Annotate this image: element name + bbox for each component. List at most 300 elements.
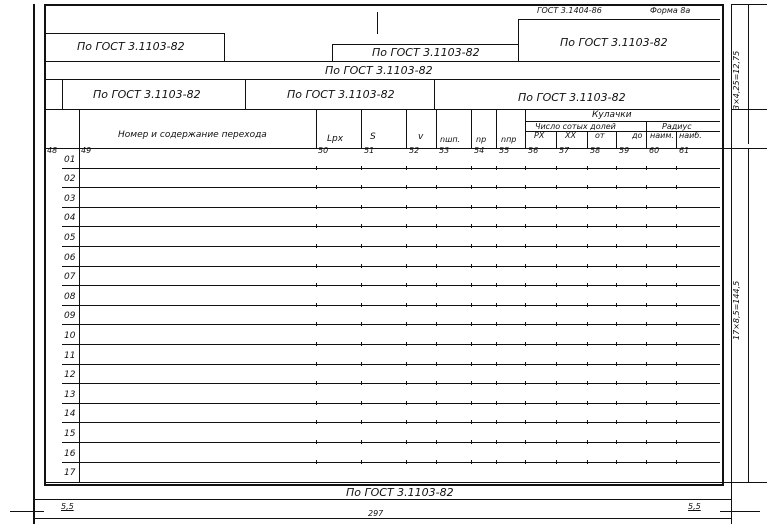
col-div-61 [676, 131, 677, 148]
column-tick [556, 185, 557, 189]
sub-to: до [632, 131, 643, 140]
column-tick [587, 401, 588, 405]
row-line [62, 422, 720, 423]
column-tick [587, 205, 588, 209]
column-tick [436, 381, 437, 385]
row-number: 09 [64, 311, 76, 322]
row-line [62, 168, 720, 169]
dim-body-line [748, 148, 749, 482]
column-tick [646, 401, 647, 405]
column-tick [436, 362, 437, 366]
hdr-np: np [476, 135, 487, 144]
column-tick [406, 342, 407, 346]
column-tick [316, 264, 317, 268]
column-tick [646, 342, 647, 346]
column-tick [616, 264, 617, 268]
form-name: Форма 8а [650, 6, 691, 15]
center-mark [377, 12, 378, 34]
hdr-s: S [370, 132, 376, 142]
column-tick [406, 166, 407, 170]
column-tick [496, 205, 497, 209]
column-tick [556, 224, 557, 228]
column-tick [525, 342, 526, 346]
row-line [62, 266, 720, 267]
column-tick [316, 322, 317, 326]
column-tick [436, 185, 437, 189]
column-tick [316, 166, 317, 170]
column-tick [525, 303, 526, 307]
column-tick [436, 342, 437, 346]
column-tick [406, 283, 407, 287]
column-tick [676, 185, 677, 189]
column-tick [525, 244, 526, 248]
column-tick [556, 440, 557, 444]
row-line [62, 324, 720, 325]
column-tick [316, 342, 317, 346]
column-tick [406, 420, 407, 424]
column-tick [406, 401, 407, 405]
dim-297-line [33, 518, 731, 519]
sub-xx: ХХ [565, 131, 576, 140]
column-tick [587, 460, 588, 464]
column-tick [646, 224, 647, 228]
column-tick [316, 283, 317, 287]
row-number: 03 [64, 193, 76, 204]
column-tick [361, 420, 362, 424]
column-tick [646, 381, 647, 385]
dim-left-line [10, 511, 44, 512]
column-tick [525, 264, 526, 268]
column-tick [676, 381, 677, 385]
column-tick [361, 401, 362, 405]
column-tick [496, 244, 497, 248]
row3-text-3: По ГОСТ 3.1103-82 [518, 91, 626, 104]
sub-px: РХ [534, 131, 545, 140]
column-tick [556, 166, 557, 170]
row-number: 02 [64, 174, 76, 185]
column-tick [556, 322, 557, 326]
column-tick [525, 460, 526, 464]
column-tick [436, 264, 437, 268]
row-number: 08 [64, 291, 76, 302]
column-tick [436, 460, 437, 464]
col-div-56 [525, 109, 526, 148]
row-line [62, 344, 720, 345]
column-tick [676, 440, 677, 444]
column-tick [556, 401, 557, 405]
row-number: 10 [64, 331, 76, 341]
column-tick [316, 420, 317, 424]
column-tick [316, 401, 317, 405]
column-tick [587, 244, 588, 248]
column-tick [496, 381, 497, 385]
column-tick [646, 420, 647, 424]
row-number: 06 [64, 252, 76, 263]
column-tick [471, 401, 472, 405]
code-58: 58 [590, 146, 601, 155]
row3-div-1 [62, 79, 63, 109]
column-tick [676, 362, 677, 366]
column-tick [436, 420, 437, 424]
hundredths-label: Число сотых долей [535, 122, 616, 131]
dim-header-height: 3×4,25=12,75 [732, 50, 741, 110]
dim-right-line [720, 511, 760, 512]
column-tick [556, 460, 557, 464]
hdr-v: v [418, 132, 424, 142]
row-number: 13 [64, 389, 76, 400]
row-line [62, 285, 720, 286]
header-box-right-text: По ГОСТ 3.1103-82 [560, 36, 668, 49]
column-tick [316, 381, 317, 385]
header-box-mid-text: По ГОСТ 3.1103-82 [372, 46, 480, 59]
column-tick [316, 460, 317, 464]
column-tick [406, 381, 407, 385]
col-div-58 [587, 131, 588, 148]
column-tick [587, 342, 588, 346]
column-tick [646, 244, 647, 248]
column-tick [361, 322, 362, 326]
column-tick [471, 283, 472, 287]
column-tick [471, 185, 472, 189]
column-tick [361, 460, 362, 464]
column-tick [525, 185, 526, 189]
column-tick [471, 264, 472, 268]
sub-rmin: наим. [650, 131, 674, 140]
code-59: 59 [619, 146, 630, 155]
column-tick [587, 303, 588, 307]
column-tick [361, 264, 362, 268]
column-tick [587, 381, 588, 385]
column-tick [436, 303, 437, 307]
column-tick [361, 342, 362, 346]
column-tick [556, 205, 557, 209]
column-tick [616, 342, 617, 346]
column-tick [556, 362, 557, 366]
dim-297: 297 [368, 509, 384, 518]
column-tick [316, 362, 317, 366]
column-tick [587, 420, 588, 424]
row-number: 04 [64, 213, 76, 224]
row-line [62, 226, 720, 227]
column-tick [587, 185, 588, 189]
column-tick [676, 205, 677, 209]
column-tick [471, 224, 472, 228]
row-number: 16 [64, 448, 76, 459]
column-tick [496, 342, 497, 346]
column-tick [646, 460, 647, 464]
column-tick [496, 264, 497, 268]
column-tick [471, 322, 472, 326]
column-tick [525, 440, 526, 444]
dim-tick-top [731, 4, 767, 5]
column-tick [676, 342, 677, 346]
row3-text-1: По ГОСТ 3.1103-82 [93, 88, 201, 101]
column-tick [676, 303, 677, 307]
column-tick [406, 460, 407, 464]
row-number: 07 [64, 272, 76, 283]
column-tick [471, 420, 472, 424]
dim-tick-2 [720, 148, 767, 149]
code-54: 54 [474, 146, 485, 155]
column-tick [496, 420, 497, 424]
column-tick [587, 224, 588, 228]
row-line [62, 403, 720, 404]
dim-body-height: 17×8,5=144,5 [732, 280, 741, 340]
column-tick [406, 440, 407, 444]
dim-tick-3 [720, 482, 767, 483]
cams-label: Кулачки [592, 110, 632, 120]
form-ref: ГОСТ 3.1404-86 [537, 6, 602, 15]
column-tick [361, 185, 362, 189]
column-tick [616, 185, 617, 189]
col-div-52 [406, 109, 407, 148]
column-tick [406, 362, 407, 366]
sub-from: от [595, 131, 605, 140]
column-tick [361, 283, 362, 287]
column-tick [361, 224, 362, 228]
column-tick [587, 166, 588, 170]
column-tick [496, 185, 497, 189]
column-tick [676, 283, 677, 287]
column-tick [616, 303, 617, 307]
column-tick [525, 166, 526, 170]
column-tick [436, 166, 437, 170]
column-tick [471, 205, 472, 209]
column-tick [616, 420, 617, 424]
row-number: 05 [64, 233, 76, 243]
dim-margin-right: 5,5 [688, 502, 701, 511]
column-tick [525, 322, 526, 326]
col-div-51 [361, 109, 362, 148]
column-tick [471, 303, 472, 307]
column-tick [525, 224, 526, 228]
row3-div-3 [434, 79, 435, 109]
col-div-60 [646, 121, 647, 148]
column-tick [496, 460, 497, 464]
column-tick [496, 322, 497, 326]
code-60: 60 [649, 146, 660, 155]
column-tick [406, 322, 407, 326]
footer-line [33, 499, 731, 500]
row-line [62, 383, 720, 384]
column-tick [436, 401, 437, 405]
column-tick [676, 420, 677, 424]
column-tick [676, 460, 677, 464]
column-tick [646, 440, 647, 444]
column-tick [316, 440, 317, 444]
column-tick [616, 244, 617, 248]
row-line [62, 462, 720, 463]
column-tick [406, 224, 407, 228]
column-tick [616, 283, 617, 287]
dim-header-line [748, 4, 749, 144]
column-tick [496, 362, 497, 366]
col-div-54 [471, 109, 472, 148]
column-tick [361, 362, 362, 366]
footer-gost: По ГОСТ 3.1103-82 [346, 486, 454, 499]
column-tick [316, 185, 317, 189]
column-tick [556, 342, 557, 346]
content-header: Номер и содержание перехода [118, 130, 267, 140]
column-tick [676, 401, 677, 405]
column-tick [436, 283, 437, 287]
row3-text-2: По ГОСТ 3.1103-82 [287, 88, 395, 101]
row-line [62, 207, 720, 208]
column-tick [316, 244, 317, 248]
column-tick [316, 205, 317, 209]
column-tick [361, 303, 362, 307]
code-53: 53 [439, 146, 450, 155]
column-tick [406, 185, 407, 189]
code-56: 56 [528, 146, 539, 155]
column-tick [316, 303, 317, 307]
code-50: 50 [318, 146, 329, 155]
column-tick [587, 322, 588, 326]
column-tick [496, 224, 497, 228]
dim-margin-left: 5,5 [61, 502, 74, 511]
column-tick [676, 224, 677, 228]
column-tick [361, 440, 362, 444]
column-tick [646, 283, 647, 287]
hdr-nshp: nшп. [440, 135, 461, 144]
column-tick [646, 264, 647, 268]
col-div-50 [316, 109, 317, 148]
column-tick [471, 460, 472, 464]
col-num-div [79, 109, 80, 482]
column-tick [556, 244, 557, 248]
column-tick [525, 420, 526, 424]
row-number: 15 [64, 429, 76, 439]
column-tick [525, 205, 526, 209]
column-tick [676, 264, 677, 268]
hdr-npr: nпр [501, 135, 517, 144]
column-tick [616, 362, 617, 366]
column-tick [406, 244, 407, 248]
column-tick [676, 166, 677, 170]
column-tick [646, 185, 647, 189]
column-tick [496, 303, 497, 307]
column-tick [616, 440, 617, 444]
column-tick [556, 264, 557, 268]
header-box-left-text: По ГОСТ 3.1103-82 [77, 40, 185, 53]
column-tick [556, 420, 557, 424]
column-tick [587, 440, 588, 444]
column-tick [436, 224, 437, 228]
row-line [62, 246, 720, 247]
header-row2-top [44, 61, 720, 62]
header-row2-bottom [44, 79, 720, 80]
row-number: 01 [64, 154, 76, 165]
column-tick [616, 381, 617, 385]
col-div-57 [556, 131, 557, 148]
column-tick [525, 362, 526, 366]
column-tick [406, 303, 407, 307]
row-line [62, 364, 720, 365]
column-tick [471, 440, 472, 444]
column-tick [646, 205, 647, 209]
column-tick [616, 224, 617, 228]
row-line [62, 305, 720, 306]
code-51: 51 [364, 146, 375, 155]
column-tick [525, 381, 526, 385]
column-tick [496, 401, 497, 405]
column-tick [436, 322, 437, 326]
column-tick [556, 283, 557, 287]
column-tick [616, 205, 617, 209]
col-div-59 [616, 131, 617, 148]
column-tick [587, 283, 588, 287]
code-55: 55 [499, 146, 510, 155]
code-57: 57 [559, 146, 570, 155]
column-tick [471, 244, 472, 248]
column-tick [361, 166, 362, 170]
column-tick [471, 166, 472, 170]
column-tick [646, 166, 647, 170]
column-tick [496, 283, 497, 287]
code-48: 48 [47, 146, 58, 155]
column-tick [316, 224, 317, 228]
column-tick [436, 440, 437, 444]
column-tick [471, 381, 472, 385]
column-tick [676, 244, 677, 248]
col-div-53 [436, 109, 437, 148]
row-number: 14 [64, 409, 76, 420]
row-number: 11 [64, 350, 76, 361]
row-line [62, 442, 720, 443]
column-tick [525, 283, 526, 287]
sub-rmax: наиб. [679, 131, 702, 140]
column-tick [616, 166, 617, 170]
frame-left-edge [33, 4, 35, 524]
column-tick [646, 322, 647, 326]
column-tick [616, 460, 617, 464]
column-tick [556, 381, 557, 385]
col-div-55 [496, 109, 497, 148]
column-tick [556, 303, 557, 307]
footer-top [44, 482, 720, 483]
column-tick [646, 303, 647, 307]
column-tick [525, 401, 526, 405]
column-tick [361, 244, 362, 248]
column-tick [616, 401, 617, 405]
column-tick [361, 205, 362, 209]
column-tick [361, 381, 362, 385]
code-49: 49 [81, 146, 92, 155]
row-number: 12 [64, 370, 76, 381]
code-52: 52 [409, 146, 420, 155]
radius-label: Радиус [662, 122, 692, 131]
column-tick [436, 244, 437, 248]
row-line [62, 187, 720, 188]
code-61: 61 [679, 146, 690, 155]
hdr-lpx: Lрх [327, 134, 344, 144]
column-tick [436, 205, 437, 209]
column-tick [471, 362, 472, 366]
column-tick [616, 322, 617, 326]
column-tick [406, 205, 407, 209]
column-tick [676, 322, 677, 326]
column-tick [471, 342, 472, 346]
column-tick [587, 362, 588, 366]
row-number: 17 [64, 468, 76, 479]
header-row2-text: По ГОСТ 3.1103-82 [325, 64, 433, 77]
row3-div-2 [245, 79, 246, 109]
column-tick [587, 264, 588, 268]
column-tick [406, 264, 407, 268]
column-tick [496, 166, 497, 170]
column-tick [496, 440, 497, 444]
column-tick [646, 362, 647, 366]
